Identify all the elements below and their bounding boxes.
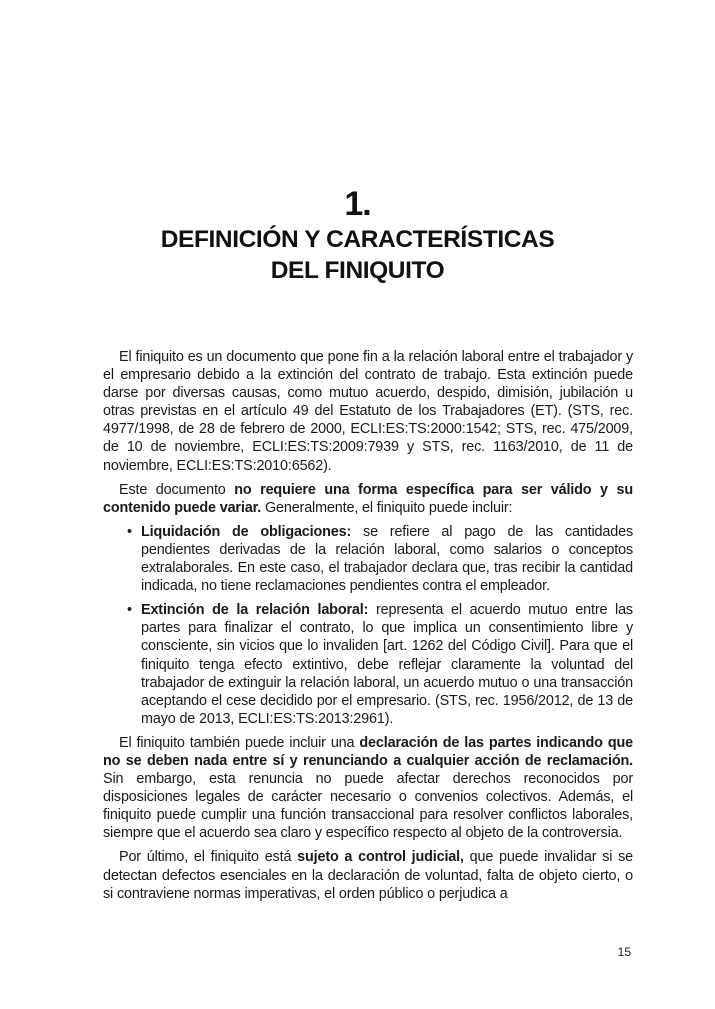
paragraph-declaration-end: Sin embargo, esta renuncia no puede afectar derechos reconocidos por disposiciones legales de carácter necesario o convenios colectivos. Además, el finiquito puede cumplir una función transaccional para resolver conflictos laborales, siempre que el acuerdo sea claro y específico respecto al objeto de la controversia. [103, 771, 633, 842]
paragraph-judicial-emphasis: sujeto a control judicial, [297, 849, 464, 866]
list-item-extincion [127, 601, 633, 728]
chapter-heading [0, 186, 715, 286]
paragraph-judicial-start: Por último, el finiquito está [119, 849, 298, 866]
chapter-title [0, 224, 715, 286]
paragraph-declaration-emphasis: declaración de las partes indicando que no se deben nada entre sí y renunciando a cualquier acción de reclamación. [103, 734, 633, 769]
page-number: 15 [617, 945, 631, 959]
paragraph-judicial-end: que puede invalidar si se detectan defectos esenciales en la declaración de voluntad, falta de objeto cierto, o si contraviene normas imperativas, el orden público o perjudica a [103, 849, 633, 902]
paragraph-judicial-control [103, 848, 633, 902]
bullet-icon: • [127, 523, 132, 540]
paragraph-form-end: Generalmente, el finiquito puede incluir: [261, 499, 513, 516]
list-item-text: representa el acuerdo mutuo entre las partes para finalizar el contrato, lo que implica un consentimiento libre y consciente, sin vicios que lo invaliden [art. 1262 del Código Civil]. Para que el finiquito tenga efecto extintivo, debe reflejar claramente la voluntad del trabajador de extinguir la relación laboral, un acuerdo mutuo o una transacción aceptando el cese decidido por el empresario. (STS, rec. 1956/2012, de 13 de mayo de 2013, ECLI:ES:TS:2013:2961). [141, 602, 633, 727]
chapter-number: 1. [344, 185, 371, 223]
paragraph-form-start: Este documento [119, 481, 235, 498]
content-list [103, 523, 633, 728]
paragraph-declaration-start: El finiquito también puede incluir una [119, 734, 360, 751]
list-item-term: Liquidación de obligaciones: [141, 523, 352, 540]
paragraph-form [103, 481, 633, 517]
list-item-term: Extinción de la relación laboral: [141, 602, 369, 619]
chapter-title-line-1: DEFINICIÓN Y CARACTERÍSTICAS [160, 226, 555, 253]
body-text [103, 348, 633, 909]
chapter-title-line-2: DEL FINIQUITO [270, 257, 445, 284]
list-item-text: se refiere al pago de las cantidades pendientes derivadas de la relación laboral, como salarios o conceptos extralaborales. En este caso, el trabajador declara que, tras recibir la cantidad indicada, no tiene reclamaciones pendientes contra el empleador. [141, 523, 633, 595]
paragraph-form-emphasis: no requiere una forma específica para ser válido y su contenido puede variar. [103, 481, 633, 516]
list-item-liquidacion [127, 523, 633, 595]
paragraph-declaration [103, 734, 633, 843]
paragraph-definition: El finiquito es un documento que pone fin a la relación laboral entre el trabajador y el empresario debido a la extinción del contrato de trabajo. Esta extinción puede darse por diversas causas, como mutuo acuerdo, despido, dimisión, jubilación u otras previstas en el artículo 49 del Estatuto de los Trabajadores (ET). (STS, rec. 4977/1998, de 28 de febrero de 2000, ECLI:ES:TS:2000:1542; STS, rec. 475/2009, de 10 de noviembre, ECLI:ES:TS:2009:7939 y STS, rec. 1163/2010, de 11 de noviembre, ECLI:ES:TS:2010:6562). [103, 349, 633, 474]
bullet-icon: • [127, 602, 132, 619]
